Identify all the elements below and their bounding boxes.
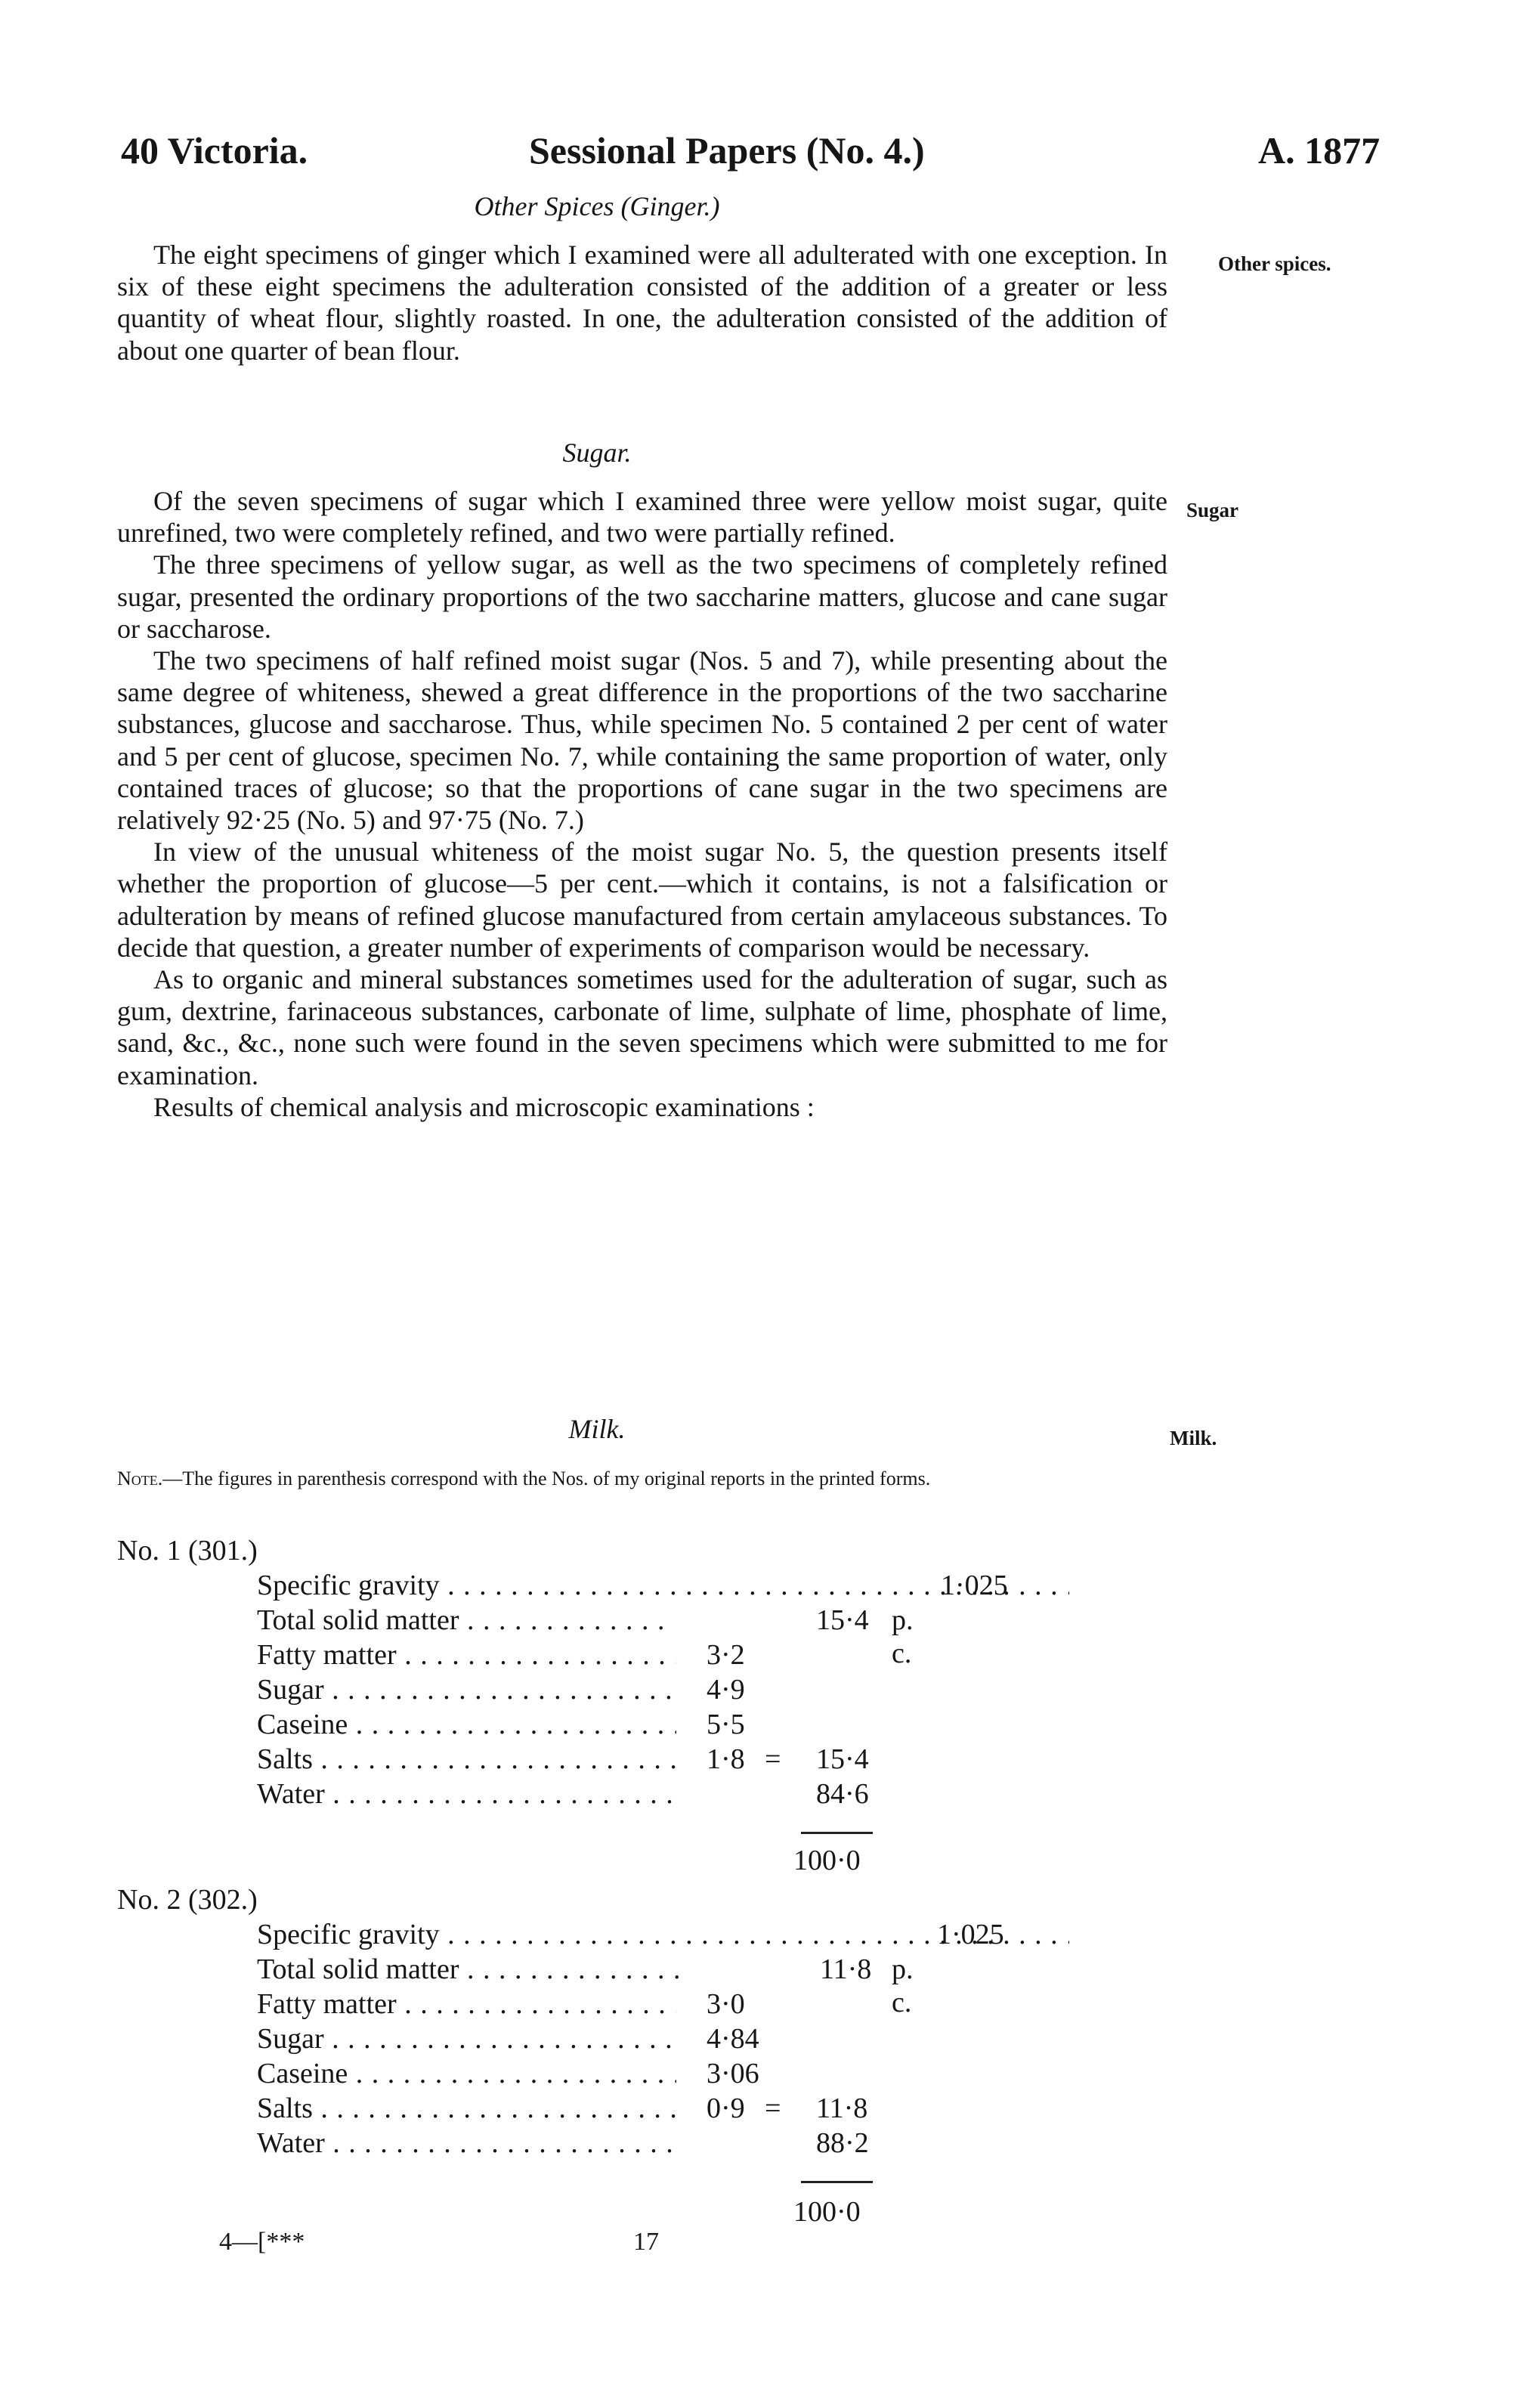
sugar-paragraph-4: In view of the unusual whiteness of the moist sugar No. 5, the question presents itself whether the proportion of glucose—5 per cent.—which it contains, is not a falsification or adulteration by means of refined glucose manufactured from certain amylaceous substances. To decide that question, a greater number of experiments of comparison would be necessary.	[117, 837, 1167, 963]
row-label: Sugar . . .	[257, 1673, 676, 1706]
sg-value: 1·025	[937, 1919, 1004, 1950]
total-solid-unit: p. c.	[892, 1604, 914, 1669]
total-solid-unit: p. c.	[892, 1953, 914, 2018]
sugar-paragraph-1: Of the seven specimens of sugar which I examined three were yellow moist sugar, quite unrefined, two were completely refined, and two were partially refined.	[117, 486, 1167, 549]
row-value: 5·5	[707, 1709, 745, 1740]
milk-heading: Milk.	[568, 1414, 626, 1444]
sugar-paragraph-2: The three specimens of yellow sugar, as well as the two specimens of completely refined sugar, presented the ordinary proportions of the two saccharine matters, glucose and cane sugar or saccharose.	[117, 549, 1167, 644]
row-label: Salts . . .	[257, 1743, 676, 1776]
row-label: Fatty matter . . .	[257, 1638, 676, 1672]
margin-note-other-spices: Other spices.	[1218, 252, 1331, 275]
page-number: 17	[633, 2228, 659, 2256]
row-label: Water . . .	[257, 2126, 676, 2160]
row-value: 3·2	[707, 1639, 745, 1671]
sample-1-label: No. 1 (301.)	[117, 1535, 258, 1567]
ginger-heading: Other Spices (Ginger.)	[474, 191, 720, 221]
row-value: 0·9	[707, 2092, 745, 2124]
row-label: Sugar . . .	[257, 2022, 676, 2055]
sg-label: Specific gravity . . .	[257, 1569, 1069, 1602]
row-value: 4·9	[707, 1674, 745, 1706]
sample-1-total: 100·0	[793, 1845, 861, 1876]
margin-note-sugar: Sugar	[1186, 499, 1239, 521]
total-solid-value: 11·8	[820, 1953, 872, 1985]
row-label: Water . . .	[257, 1777, 676, 1811]
row-value: 4·84	[707, 2023, 759, 2055]
sg-value: 1·025	[941, 1570, 1008, 1601]
sum-rule	[801, 2181, 873, 2183]
note-label: Note.	[117, 1468, 163, 1489]
header-right: A. 1877	[1258, 129, 1381, 172]
row-value: 1·8	[707, 1743, 745, 1775]
sugar-body	[117, 485, 1167, 1123]
total-solid-label: Total solid matter . . .	[257, 1953, 684, 1986]
row-value: 3·0	[707, 1988, 745, 2020]
sum-rule	[801, 1832, 873, 1834]
ginger-paragraph: The eight specimens of ginger which I examined were all adulterated with one exception. In six of these eight specimens the adulteration consisted of the addition of a greater or less quantity of wheat flour, slightly roasted. In one, the adulteration consisted of the addition of about one quarter of bean flour.	[117, 240, 1167, 366]
row-value: 3·06	[707, 2058, 759, 2089]
row-sum: 88·2	[816, 2127, 869, 2159]
header-left: 40 Victoria.	[121, 129, 308, 172]
sugar-paragraph-3: The two specimens of half refined moist sugar (Nos. 5 and 7), while presenting about the same degree of whiteness, shewed a great difference in the proportions of the two saccharine substances, glucose and saccharose. Thus, while specimen No. 5 contained 2 per cent of water and 5 per cent of glucose, specimen No. 7, while containing the same proportion of water, only contained traces of glucose; so that the proportions of cane sugar in the two specimens are relatively 92·25 (No. 5) and 97·75 (No. 7.)	[117, 645, 1167, 836]
sugar-paragraph-6: Results of chemical analysis and microscopic examinations :	[153, 1091, 815, 1122]
row-sum: 11·8	[816, 2092, 868, 2124]
row-label: Salts . . .	[257, 2092, 676, 2125]
row-label: Caseine . . .	[257, 1708, 676, 1741]
margin-note-milk: Milk.	[1170, 1427, 1217, 1449]
sample-2-label: No. 2 (302.)	[117, 1884, 258, 1916]
footer-signature: 4—[***	[219, 2228, 305, 2256]
row-label: Fatty matter . . .	[257, 1987, 676, 2021]
equals-sign: =	[765, 2092, 781, 2124]
sugar-heading: Sugar.	[562, 438, 632, 468]
row-sum: 15·4	[816, 1743, 869, 1775]
sample-2-total: 100·0	[793, 2196, 861, 2228]
total-solid-value: 15·4	[816, 1604, 869, 1636]
equals-sign: =	[765, 1743, 781, 1775]
total-solid-label: Total solid matter . . .	[257, 1604, 665, 1637]
milk-note	[117, 1466, 1175, 1492]
row-label: Caseine . . .	[257, 2057, 676, 2090]
row-sum: 84·6	[816, 1778, 869, 1810]
sg-label: Specific gravity . . .	[257, 1918, 1069, 1951]
sugar-paragraph-5: As to organic and mineral substances sometimes used for the adulteration of sugar, such as gum, dextrine, farinaceous substances, carbonate of lime, sulphate of lime, phosphate of lime, sand, &c., &c., none such were found in the seven specimens which were submitted to me for examination.	[117, 964, 1167, 1090]
note-text: —The figures in parenthesis correspond with the Nos. of my original reports in the printed forms.	[162, 1468, 931, 1489]
ginger-body	[117, 239, 1167, 367]
header-center: Sessional Papers (No. 4.)	[529, 129, 925, 172]
